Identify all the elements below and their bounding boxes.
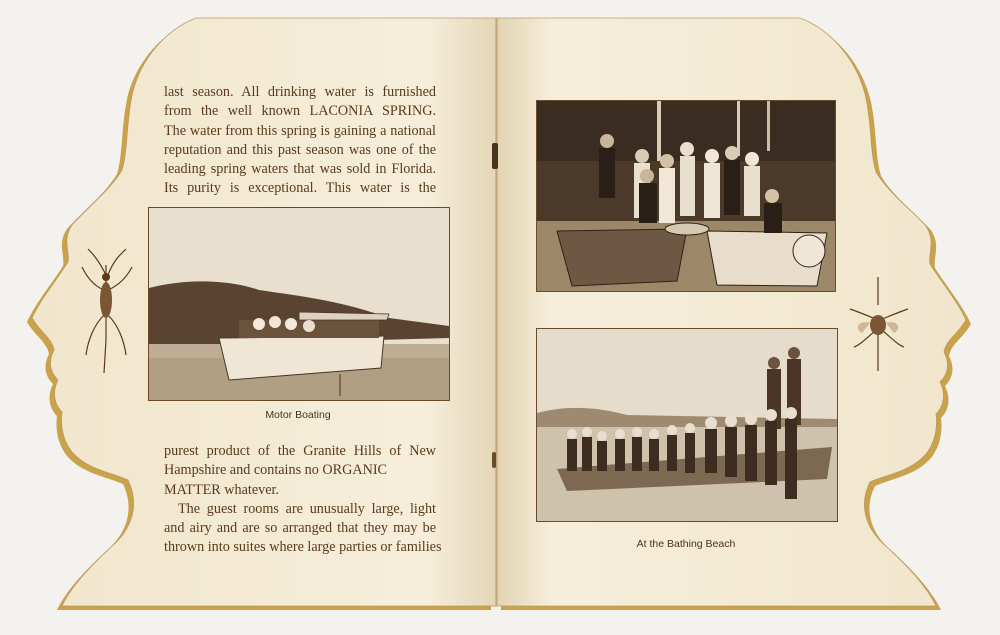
bathing-beach-photo bbox=[536, 328, 838, 522]
text-line: MATTER whatever. bbox=[164, 481, 280, 498]
text-line: leading spring waters that was sold in Florida. bbox=[164, 161, 436, 178]
motor-boating-photo bbox=[148, 207, 450, 401]
text-line: The guest rooms are unusually large, light bbox=[178, 500, 436, 517]
text-line: Hampshire and contains no ORGANIC bbox=[164, 462, 388, 479]
text-line: purest product of the Granite Hills of New bbox=[164, 443, 436, 459]
staple-bottom bbox=[492, 452, 496, 468]
text-line: and airy and are so arranged that they may be bbox=[164, 520, 436, 537]
bathing-beach-caption: At the Bathing Beach bbox=[636, 538, 736, 550]
mosquito-right-icon bbox=[848, 275, 910, 375]
left-page-paragraph-bottom bbox=[164, 442, 442, 558]
staple-top bbox=[492, 143, 498, 169]
text-line: thrown into suites where large parties or families bbox=[164, 539, 442, 556]
text-line: from the well known LACONIA SPRING. bbox=[164, 103, 436, 120]
boat-group-photo bbox=[536, 100, 836, 292]
text-line: Its purity is exceptional. This water is the bbox=[164, 180, 436, 197]
left-page-paragraph-top bbox=[164, 83, 436, 199]
mosquito-left-icon bbox=[78, 245, 136, 375]
text-line: last season. All drinking water is furnished bbox=[164, 84, 436, 100]
text-line: reputation and this past season was one of the bbox=[164, 141, 436, 158]
motor-boating-caption: Motor Boating bbox=[265, 409, 331, 421]
text-line: The water from this spring is gaining a national bbox=[164, 122, 436, 139]
